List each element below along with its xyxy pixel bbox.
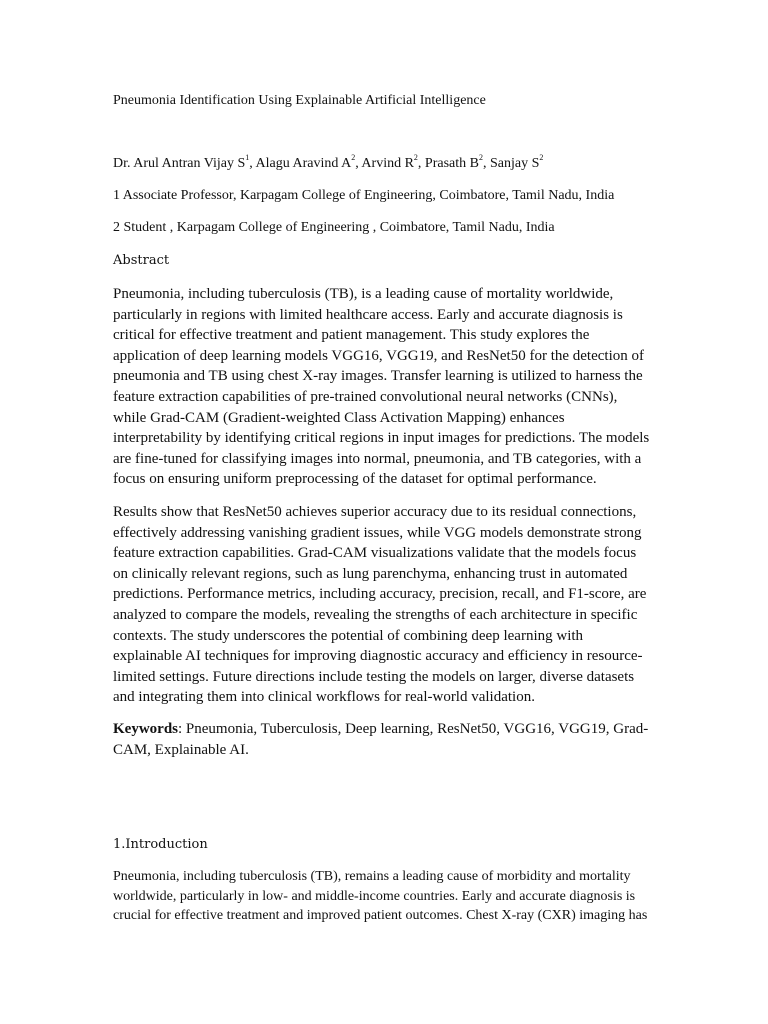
- keywords-label: Keywords: [113, 721, 178, 737]
- abstract-heading: Abstract: [113, 253, 170, 268]
- introduction-paragraph: Pneumonia, including tuberculosis (TB), remains a leading cause of morbidity and mortality worldwide, particularly in low- and middle-income countries. Early and accurate diagnosis is crucial for effective treatment and improved patient outcomes. Chest X-ray (CXR) imaging has: [113, 869, 648, 923]
- author-name: Sanjay S: [489, 156, 540, 171]
- abstract-body: [113, 284, 653, 720]
- keywords: [113, 719, 653, 760]
- author-separator: ,: [355, 156, 362, 171]
- author-list: [113, 155, 543, 173]
- author-separator: ,: [482, 156, 490, 171]
- section-heading-introduction: 1.Introduction: [113, 837, 208, 852]
- author-name: Prasath B: [424, 156, 479, 171]
- paper-title: Pneumonia Identification Using Explainable Artificial Intelligence: [113, 93, 486, 108]
- author-separator: ,: [417, 156, 425, 171]
- author-affiliation-mark: 2: [413, 153, 418, 163]
- author-name: Alagu Aravind A: [255, 156, 352, 171]
- affiliation-1: 1 Associate Professor, Karpagam College of Engineering, Coimbatore, Tamil Nadu, India: [113, 188, 615, 203]
- keywords-text: : Pneumonia, Tuberculosis, Deep learning, ResNet50, VGG16, VGG19, Grad-CAM, Explainable AI.: [113, 721, 649, 758]
- author-name: Dr. Arul Antran Vijay S: [113, 156, 246, 171]
- author-name: Arvind R: [361, 156, 414, 171]
- author-affiliation-mark: 2: [539, 153, 544, 163]
- affiliation-2: 2 Student , Karpagam College of Engineering , Coimbatore, Tamil Nadu, India: [113, 220, 555, 235]
- author-affiliation-mark: 2: [478, 153, 483, 163]
- author-separator: ,: [249, 156, 256, 171]
- abstract-paragraph: Results show that ResNet50 achieves superior accuracy due to its residual connections, effectively addressing vanishing gradient issues, while VGG models demonstrate strong feature extraction capabilities. Grad-CAM visualizations validate that the models focus on clinically relevant regions, such as lung parenchyma, enhancing trust in automated predictions. Performance metrics, including accuracy, precision, recall, and F1-score, are analyzed to compare the models, revealing the strengths of each architecture in specific contexts. The study underscores the potential of combining deep learning with explainable AI techniques for improving diagnostic accuracy and efficiency in resource-limited settings. Future directions include testing the models on larger, diverse datasets and integrating them into clinical workflows for real-world validation.: [113, 503, 647, 706]
- author-affiliation-mark: 2: [351, 153, 356, 163]
- author-affiliation-mark: 1: [245, 153, 250, 163]
- abstract-paragraph: Pneumonia, including tuberculosis (TB), is a leading cause of mortality worldwide, particularly in regions with limited healthcare access. Early and accurate diagnosis is critical for effective treatment and patient management. This study explores the application of deep learning models VGG16, VGG19, and ResNet50 for the detection of pneumonia and TB using chest X-ray images. Transfer learning is utilized to harness the feature extraction capabilities of pre-trained convolutional neural networks (CNNs), while Grad-CAM (Gradient-weighted Class Activation Mapping) enhances interpretability by identifying critical regions in input images for predictions. The models are fine-tuned for classifying images into normal, pneumonia, and TB categories, with a focus on ensuring uniform preprocessing of the dataset for optimal performance.: [113, 286, 650, 488]
